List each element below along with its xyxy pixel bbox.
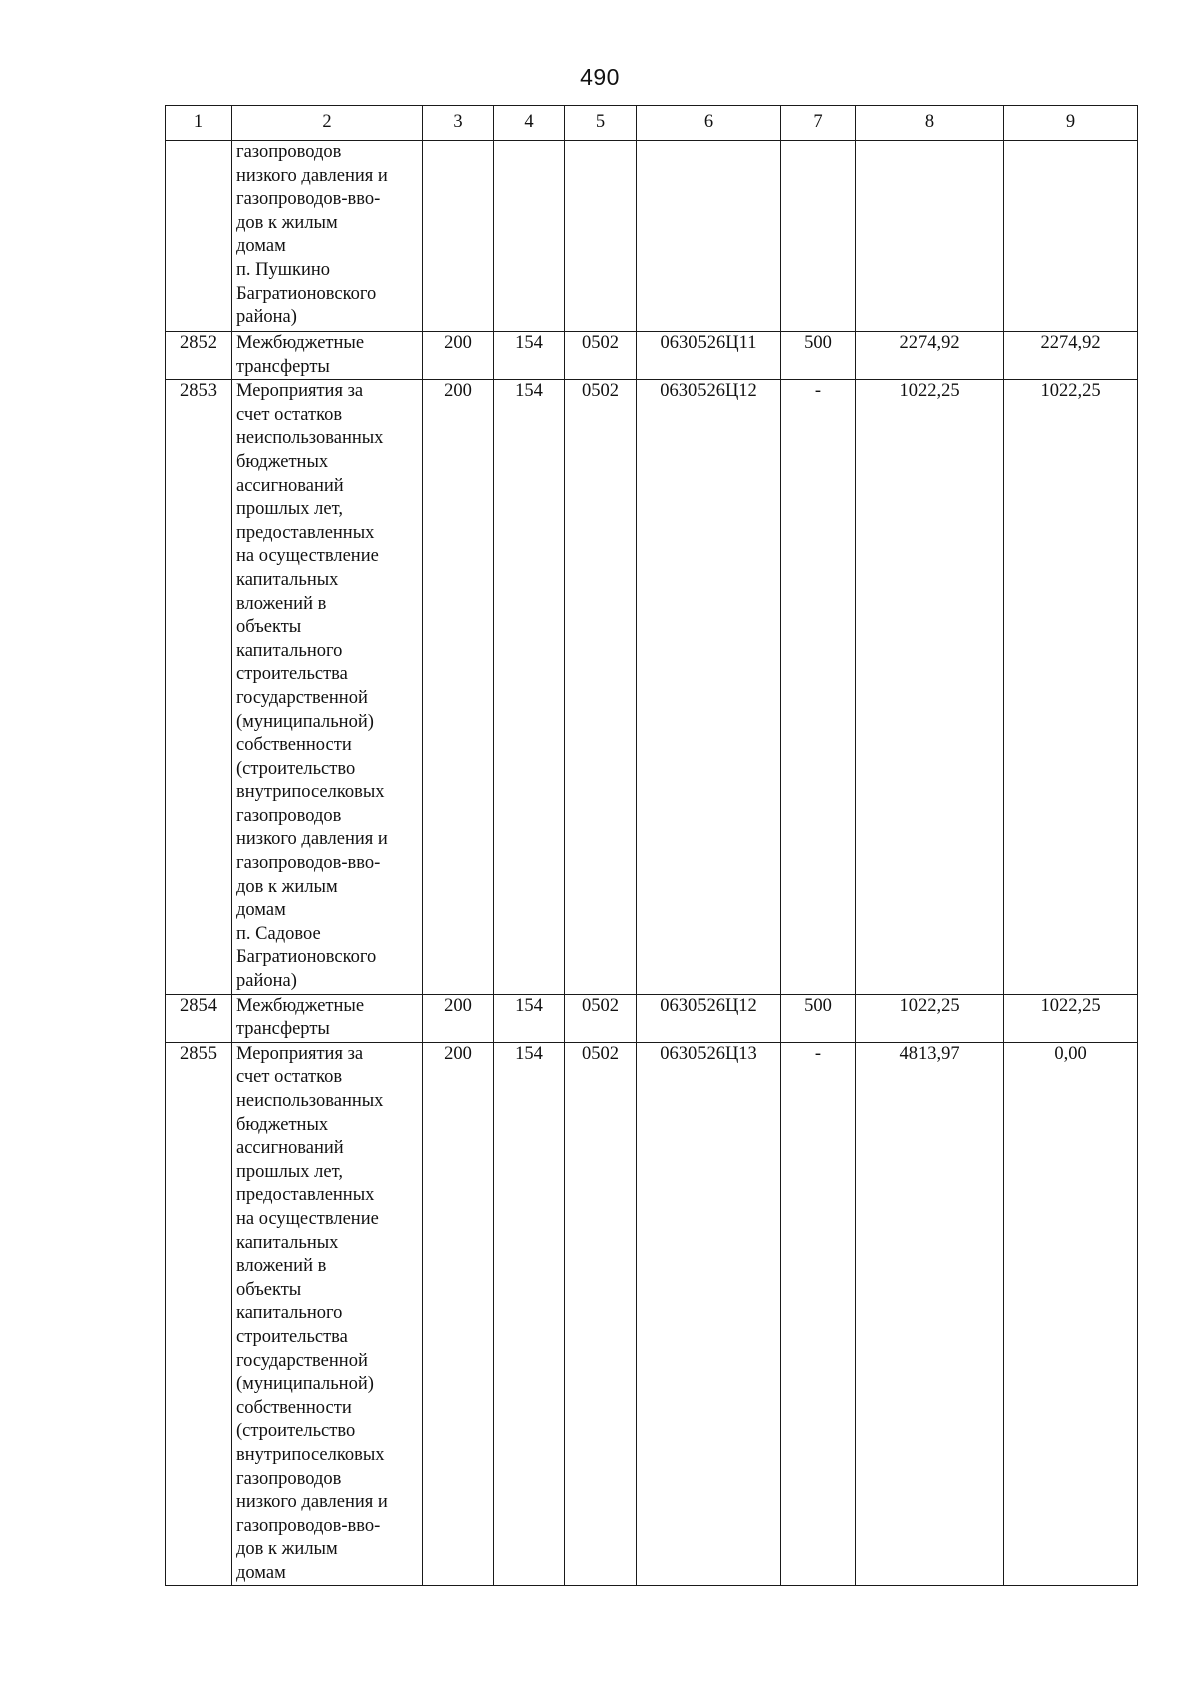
page-number: 490	[580, 64, 620, 90]
col7-value: 500	[781, 994, 856, 1042]
col3-value: 200	[423, 332, 494, 380]
col3-value: 200	[423, 380, 494, 994]
col7-value	[781, 141, 856, 332]
row-number: 2853	[166, 380, 232, 994]
col6-value: 0630526Ц12	[637, 994, 781, 1042]
col7-value: 500	[781, 332, 856, 380]
col5-value: 0502	[565, 994, 637, 1042]
column-header-3: 3	[423, 106, 494, 141]
row-name: Межбюджетные трансферты	[232, 332, 423, 380]
column-header-7: 7	[781, 106, 856, 141]
table-header-row	[166, 106, 1138, 141]
table-row	[166, 1042, 1138, 1586]
column-header-5: 5	[565, 106, 637, 141]
column-header-6: 6	[637, 106, 781, 141]
col4-value: 154	[494, 994, 565, 1042]
col6-value: 0630526Ц12	[637, 380, 781, 994]
col9-value	[1004, 141, 1138, 332]
row-name: газопроводов низкого давления и газопроводов-вво- дов к жилым домам п. Пушкино Багратионовского района)	[232, 141, 423, 332]
row-name: Межбюджетные трансферты	[232, 994, 423, 1042]
row-number: 2854	[166, 994, 232, 1042]
col8-value: 1022,25	[856, 994, 1004, 1042]
table-row	[166, 141, 1138, 332]
column-header-9: 9	[1004, 106, 1138, 141]
col4-value	[494, 141, 565, 332]
col5-value: 0502	[565, 380, 637, 994]
table-row	[166, 380, 1138, 994]
row-number	[166, 141, 232, 332]
col8-value	[856, 141, 1004, 332]
col7-value: -	[781, 1042, 856, 1586]
col4-value: 154	[494, 380, 565, 994]
table-row	[166, 994, 1138, 1042]
col9-value: 1022,25	[1004, 994, 1138, 1042]
col4-value: 154	[494, 1042, 565, 1586]
col8-value: 4813,97	[856, 1042, 1004, 1586]
col5-value	[565, 141, 637, 332]
col9-value: 2274,92	[1004, 332, 1138, 380]
column-header-8: 8	[856, 106, 1004, 141]
col3-value: 200	[423, 994, 494, 1042]
row-name: Мероприятия за счет остатков неиспользованных бюджетных ассигнований прошлых лет, предоставленных на осуществление капитальных вложений в объекты капитального строительства государственной (муниципальной) собственности (строительство внутрипоселковых газопроводов низкого давления и газопроводов-вво- дов к жилым домам п. Садовое Багратионовского района)	[232, 380, 423, 994]
col6-value: 0630526Ц13	[637, 1042, 781, 1586]
col6-value	[637, 141, 781, 332]
column-header-2: 2	[232, 106, 423, 141]
budget-table	[165, 105, 1138, 1586]
col3-value	[423, 141, 494, 332]
col5-value: 0502	[565, 1042, 637, 1586]
col9-value: 1022,25	[1004, 380, 1138, 994]
column-header-4: 4	[494, 106, 565, 141]
row-name: Мероприятия за счет остатков неиспользованных бюджетных ассигнований прошлых лет, предоставленных на осуществление капитальных вложений в объекты капитального строительства государственной (муниципальной) собственности (строительство внутрипоселковых газопроводов низкого давления и газопроводов-вво- дов к жилым домам	[232, 1042, 423, 1586]
col7-value: -	[781, 380, 856, 994]
row-number: 2852	[166, 332, 232, 380]
col4-value: 154	[494, 332, 565, 380]
col8-value: 2274,92	[856, 332, 1004, 380]
column-header-1: 1	[166, 106, 232, 141]
col3-value: 200	[423, 1042, 494, 1586]
col9-value: 0,00	[1004, 1042, 1138, 1586]
table-row	[166, 332, 1138, 380]
row-number: 2855	[166, 1042, 232, 1586]
col5-value: 0502	[565, 332, 637, 380]
col8-value: 1022,25	[856, 380, 1004, 994]
col6-value: 0630526Ц11	[637, 332, 781, 380]
